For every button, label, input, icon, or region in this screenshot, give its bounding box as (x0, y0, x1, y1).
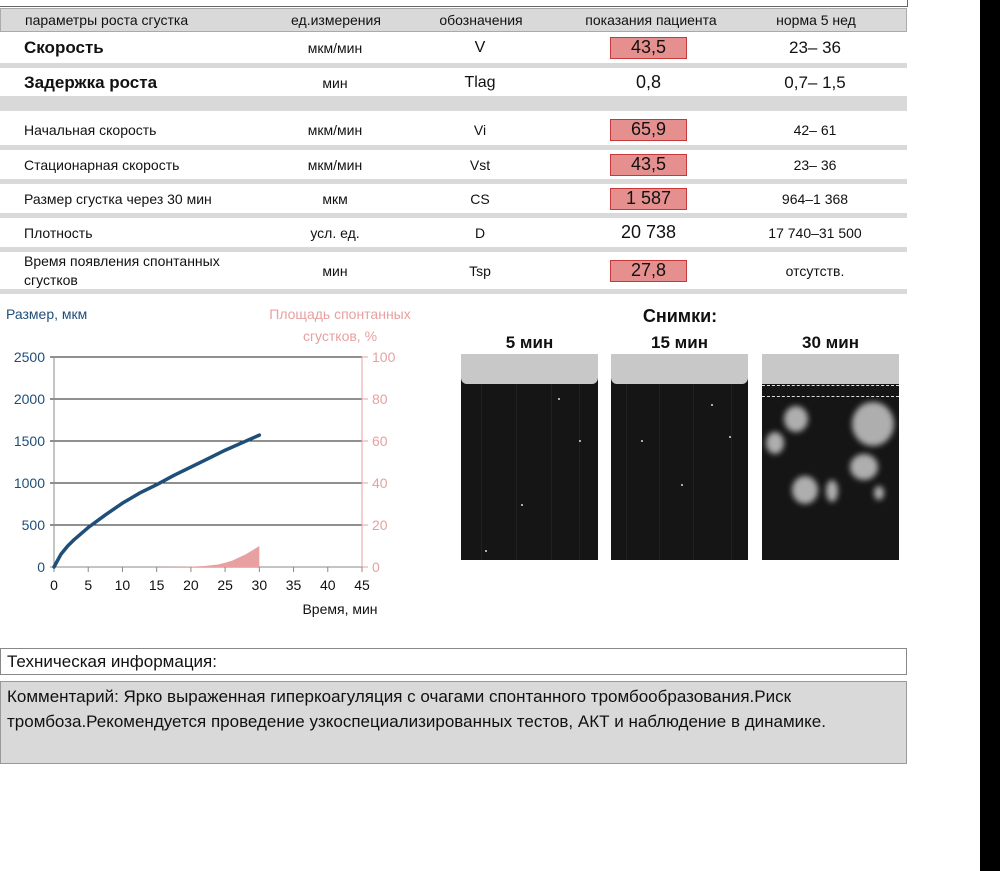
x-tick-label: 5 (84, 577, 93, 593)
left-tick-label: 2000 (13, 391, 45, 407)
row-unit: мкм/мин (307, 121, 363, 138)
row-symbol: Tsp (469, 262, 491, 279)
right-tick-label: 20 (372, 517, 388, 533)
row-name: Задержка роста (24, 72, 158, 92)
right-edge-bar (980, 0, 1000, 871)
clot-size-line-series (54, 435, 259, 567)
row-symbol: Vi (473, 121, 487, 138)
right-tick-label: 80 (372, 391, 388, 407)
table-header (0, 8, 907, 32)
chart-svg (0, 298, 440, 628)
left-tick-label: 0 (37, 559, 45, 575)
patient-value-flagged: 65,9 (610, 119, 687, 141)
row-symbol: CS (470, 190, 490, 207)
header-unit: ед.измерения (291, 12, 381, 28)
table-row (0, 114, 907, 145)
x-tick-label: 35 (285, 577, 302, 593)
snapshot-label: 30 мин (802, 333, 859, 352)
row-unit: мкм (322, 190, 348, 207)
top-border (0, 0, 908, 7)
table-row (0, 32, 907, 63)
x-tick-label: 0 (50, 577, 58, 593)
left-tick-label: 500 (21, 517, 45, 533)
patient-value: 0,8 (635, 72, 662, 92)
comment-text: Комментарий: Ярко выраженная гиперкоагуляция с очагами спонтанного тромбообразования.Риск тромбоза.Рекомендуется проведение узкоспециализированных тестов, АКТ и наблюдение в динамике. (0, 681, 907, 764)
row-separator (0, 289, 907, 294)
row-norm: 23– 36 (793, 156, 837, 173)
row-symbol: Vst (469, 156, 491, 173)
row-name: Начальная скорость (24, 121, 157, 138)
header-symbol: обозначения (439, 12, 523, 28)
left-axis-label: Размер, мкм (6, 306, 88, 322)
row-name: Плотность (24, 224, 93, 241)
snapshot-label: 15 мин (651, 333, 708, 352)
row-norm: 964–1 368 (781, 190, 849, 207)
technical-info-label: Техническая информация: (0, 648, 907, 675)
x-tick-label: 45 (354, 577, 370, 593)
table-row (0, 150, 907, 179)
x-tick-label: 20 (183, 577, 199, 593)
snapshot-label: 5 мин (505, 333, 554, 352)
row-norm: 17 740–31 500 (768, 224, 862, 241)
left-tick-label: 1000 (13, 475, 45, 491)
x-tick-label: 40 (319, 577, 336, 593)
row-symbol: D (474, 224, 486, 241)
clot-growth-chart (0, 298, 440, 628)
snapshot-30min (762, 354, 899, 560)
patient-value-flagged: 43,5 (610, 154, 687, 176)
patient-value-flagged: 27,8 (610, 260, 687, 282)
header-norm: норма 5 нед (776, 12, 856, 28)
row-unit: мин (322, 74, 348, 91)
row-name: Время появления спонтанных сгустков (24, 252, 220, 288)
table-row (0, 184, 907, 213)
left-tick-label: 1500 (13, 433, 45, 449)
row-unit: мкм/мин (307, 156, 363, 173)
snapshot-5min (461, 354, 598, 560)
section-divider (0, 96, 907, 111)
row-name: Стационарная скорость (24, 156, 180, 173)
header-parameter: параметры роста сгустка (25, 12, 189, 28)
header-patient: показания пациента (585, 12, 717, 28)
right-tick-label: 0 (372, 559, 380, 575)
row-unit: усл. ед. (310, 224, 360, 241)
row-unit: мин (322, 262, 348, 279)
snapshot-15min (611, 354, 748, 560)
table-row (0, 252, 907, 289)
x-tick-label: 10 (114, 577, 131, 593)
row-unit: мкм/мин (307, 39, 363, 56)
right-axis-label-line2: сгустков, % (302, 328, 378, 344)
row-name: Размер сгустка через 30 мин (24, 190, 212, 207)
x-tick-label: 15 (148, 577, 165, 593)
right-tick-label: 60 (372, 433, 388, 449)
row-symbol: Tlag (464, 73, 496, 91)
row-norm: 0,7– 1,5 (784, 72, 846, 92)
x-tick-label: 25 (217, 577, 233, 593)
table-row (0, 68, 907, 97)
table-row (0, 218, 907, 247)
patient-value-flagged: 1 587 (610, 188, 687, 210)
spontaneous-area-series (54, 546, 259, 567)
row-name: Скорость (24, 37, 104, 57)
row-norm: 23– 36 (789, 37, 841, 57)
x-tick-label: 30 (251, 577, 268, 593)
row-norm: 42– 61 (793, 121, 837, 138)
patient-value-flagged: 43,5 (610, 37, 687, 59)
snapshots-title: Снимки: (642, 306, 718, 326)
left-tick-label: 2500 (13, 349, 45, 365)
row-norm: отсутств. (785, 262, 845, 279)
right-axis-label-line1: Площадь спонтанных (269, 306, 411, 322)
right-tick-label: 100 (372, 349, 396, 365)
row-symbol: V (474, 38, 486, 56)
patient-value: 20 738 (620, 222, 677, 242)
right-tick-label: 40 (372, 475, 388, 491)
x-axis-label: Время, мин (302, 601, 378, 617)
